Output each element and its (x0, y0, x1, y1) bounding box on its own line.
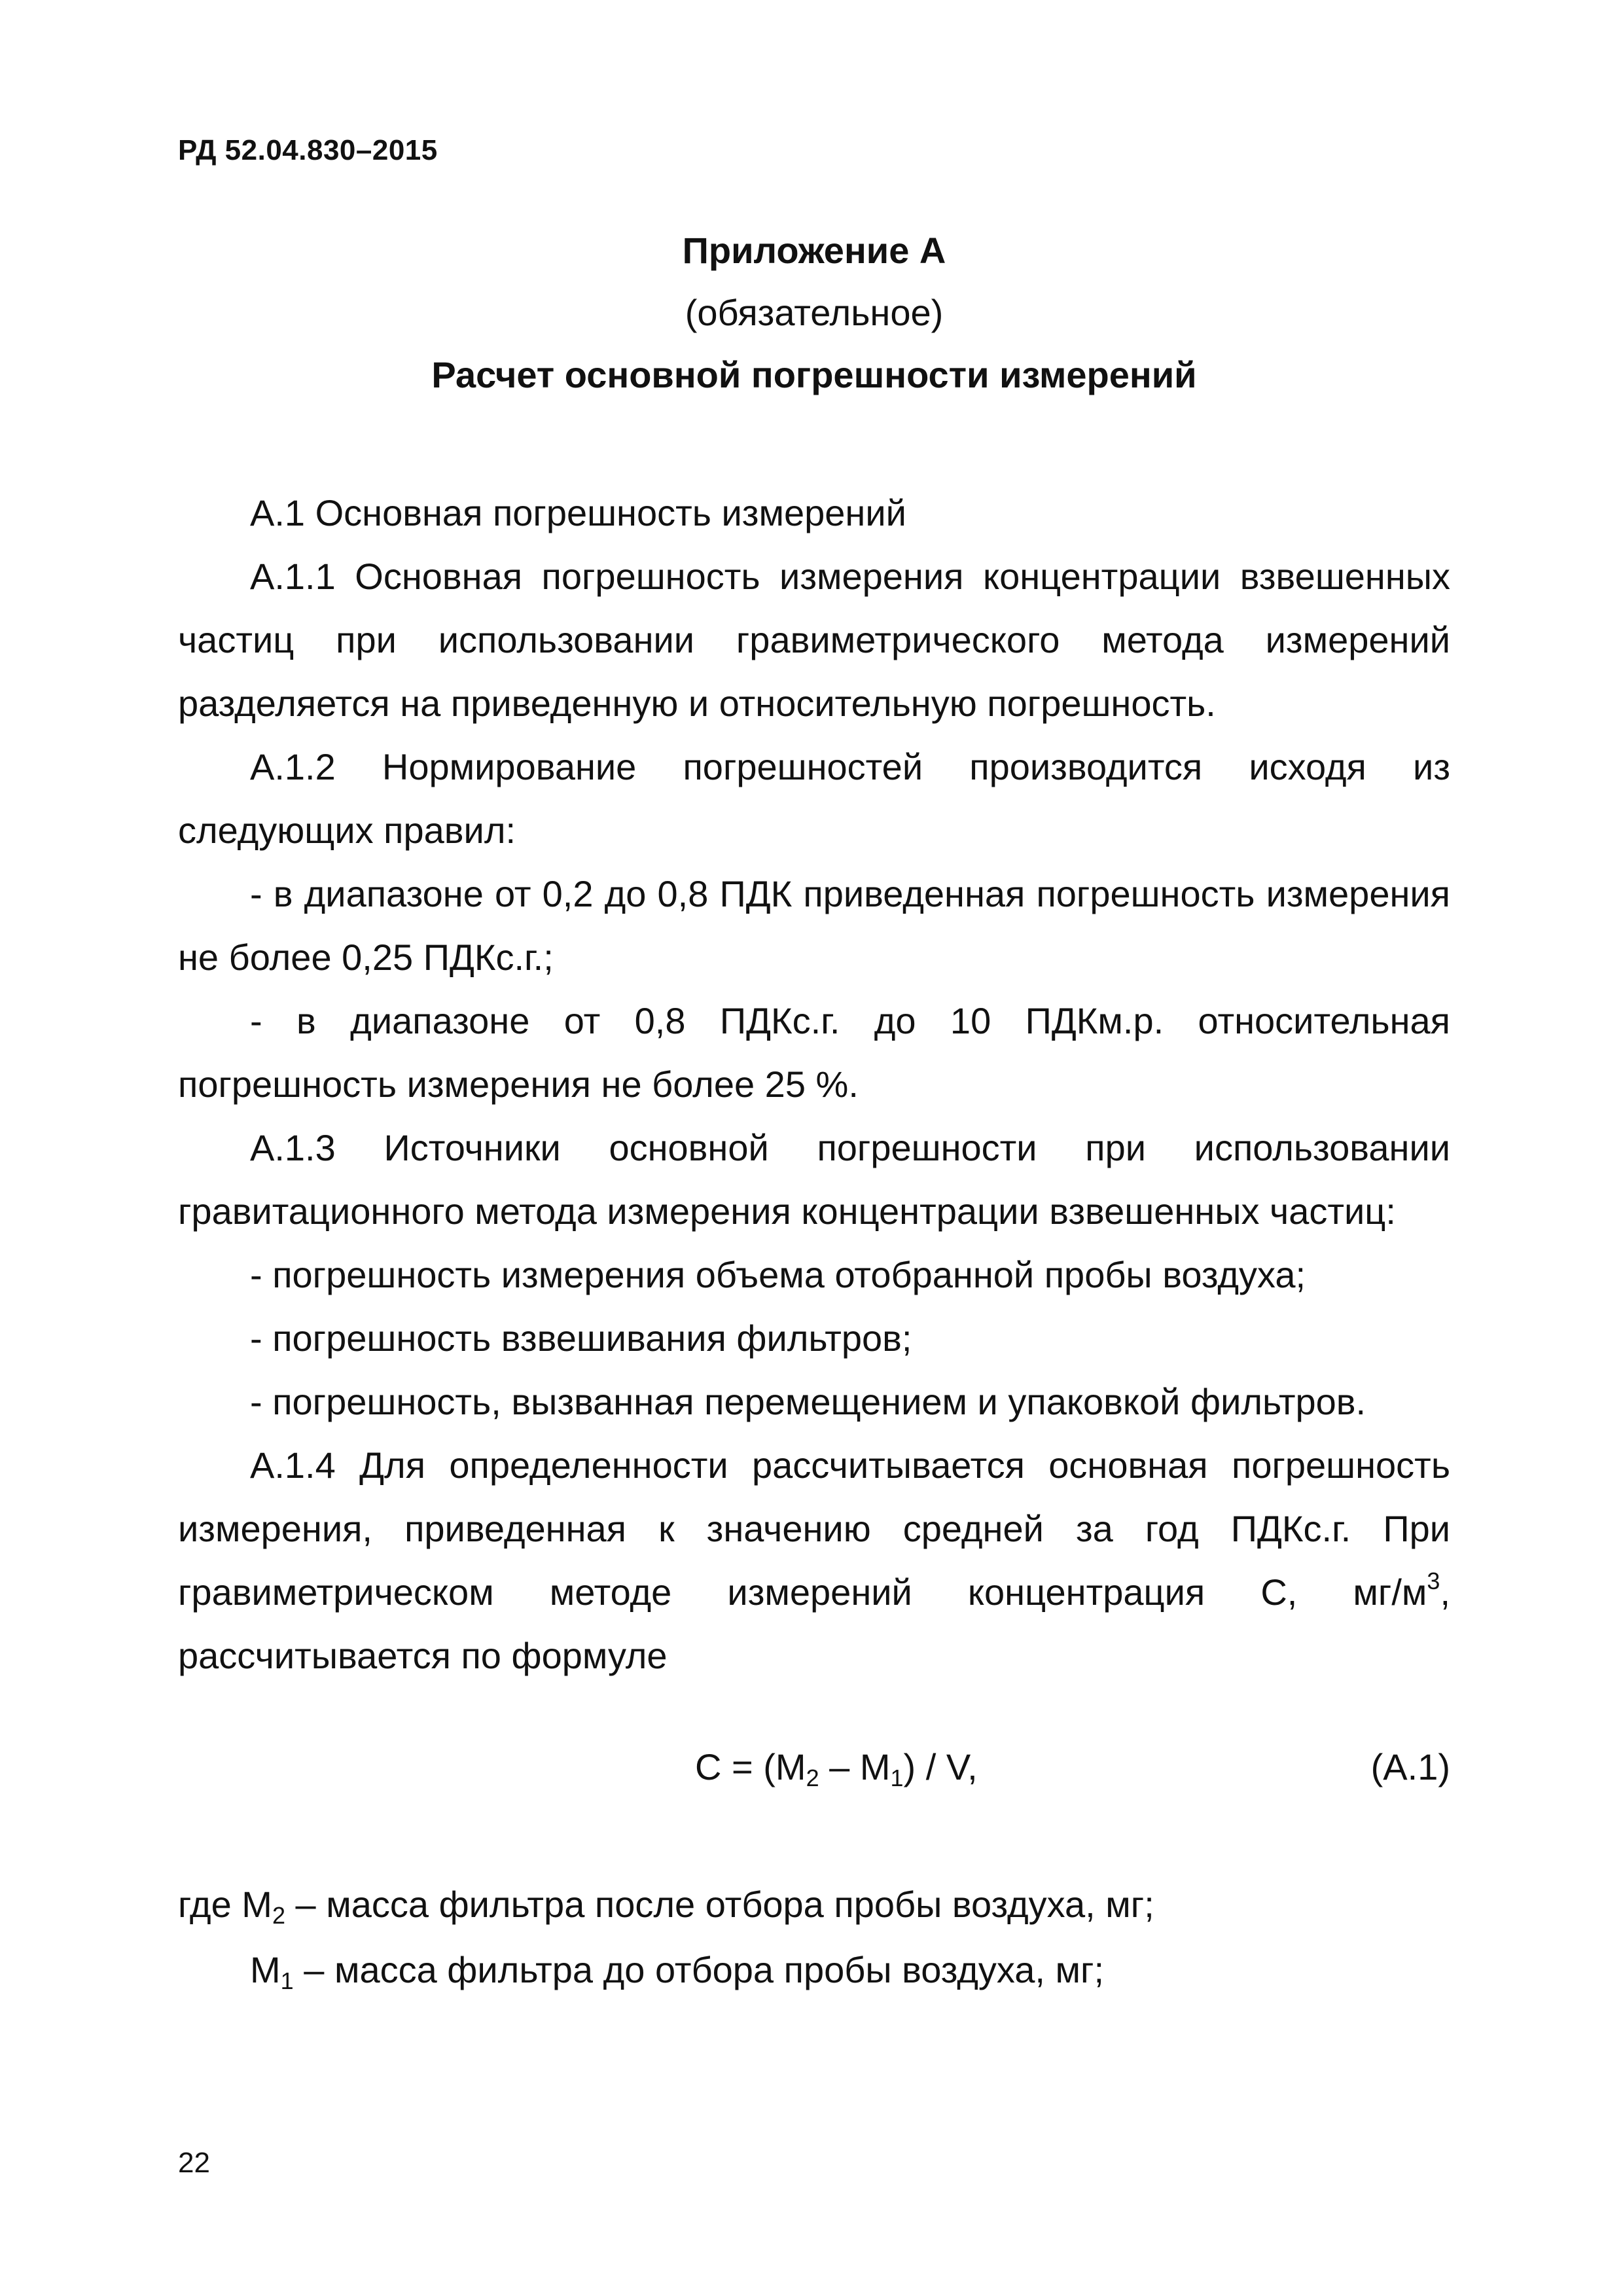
formula (695, 1734, 978, 1800)
section-a1-3: А.1.3 Источники основной погрешности при использовании гравитационного метода измерения концентрации взвешенных частиц: (178, 1127, 1450, 1232)
legend-m1-symbol: M (250, 1949, 281, 1990)
section-a1: А.1 Основная погрешность измерений (250, 492, 906, 533)
page-number: 22 (178, 2147, 210, 2179)
formula-sub-2: 2 (806, 1765, 819, 1791)
formula-row (178, 1734, 1450, 1800)
legend-m2 (178, 1872, 1450, 1937)
rule-item-1: - в диапазоне от 0,2 до 0,8 ПДК приведенная погрешность измерения не более 0,25 ПДКс.г.; (178, 873, 1450, 978)
section-a1-2: А.1.2 Нормирование погрешностей производится исходя из следующих правил: (178, 746, 1450, 851)
legend-m2-symbol: где M (178, 1884, 272, 1925)
formula-sub-1: 1 (890, 1765, 904, 1791)
legend-m1-sub: 1 (280, 1967, 294, 1994)
formula-number: (А.1) (1370, 1746, 1450, 1787)
source-item-3: - погрешность, вызванная перемещением и упаковкой фильтров. (250, 1381, 1366, 1422)
document-code: РД 52.04.830–2015 (178, 134, 438, 166)
section-a1-4 (178, 1433, 1450, 1687)
formula-mid: – M (819, 1746, 891, 1787)
legend-m2-sub: 2 (272, 1902, 285, 1929)
rule-item-2: - в диапазоне от 0,8 ПДКс.г. до 10 ПДКм.р. относительная погрешность измерения не более 25 %. (178, 1000, 1450, 1105)
section-a1-1: А.1.1 Основная погрешность измерения концентрации взвешенных частиц при использовании гравиметрического метода измерений разделяется на приведенную и относительную погрешность. (178, 556, 1450, 724)
appendix-subject: Расчет основной погрешности измерений (431, 354, 1197, 395)
formula-lhs: C = (M (695, 1746, 806, 1787)
source-item-1: - погрешность измерения объема отобранной пробы воздуха; (250, 1254, 1306, 1295)
legend-m1-text: – масса фильтра до отбора пробы воздуха, мг; (293, 1949, 1105, 1990)
appendix-title: Приложение А (682, 230, 946, 271)
section-a1-4-tail: , рассчитывается по формуле (178, 1571, 1450, 1676)
formula-rhs: ) / V, (903, 1746, 978, 1787)
source-item-2: - погрешность взвешивания фильтров; (250, 1318, 912, 1359)
legend-m1 (178, 1937, 1450, 2003)
unit-exponent: 3 (1427, 1568, 1440, 1594)
formula-legend (178, 1872, 1450, 2003)
body-text (178, 481, 1450, 1687)
legend-m2-text: – масса фильтра после отбора пробы воздуха, мг; (285, 1884, 1154, 1925)
section-a1-4-text: А.1.4 Для определенности рассчитывается основная погрешность измерения, приведенная к значению средней за год ПДКс.г. При гравиметрическом методе измерений концентрация C, мг/м (178, 1444, 1450, 1613)
appendix-status: (обязательное) (685, 292, 944, 333)
